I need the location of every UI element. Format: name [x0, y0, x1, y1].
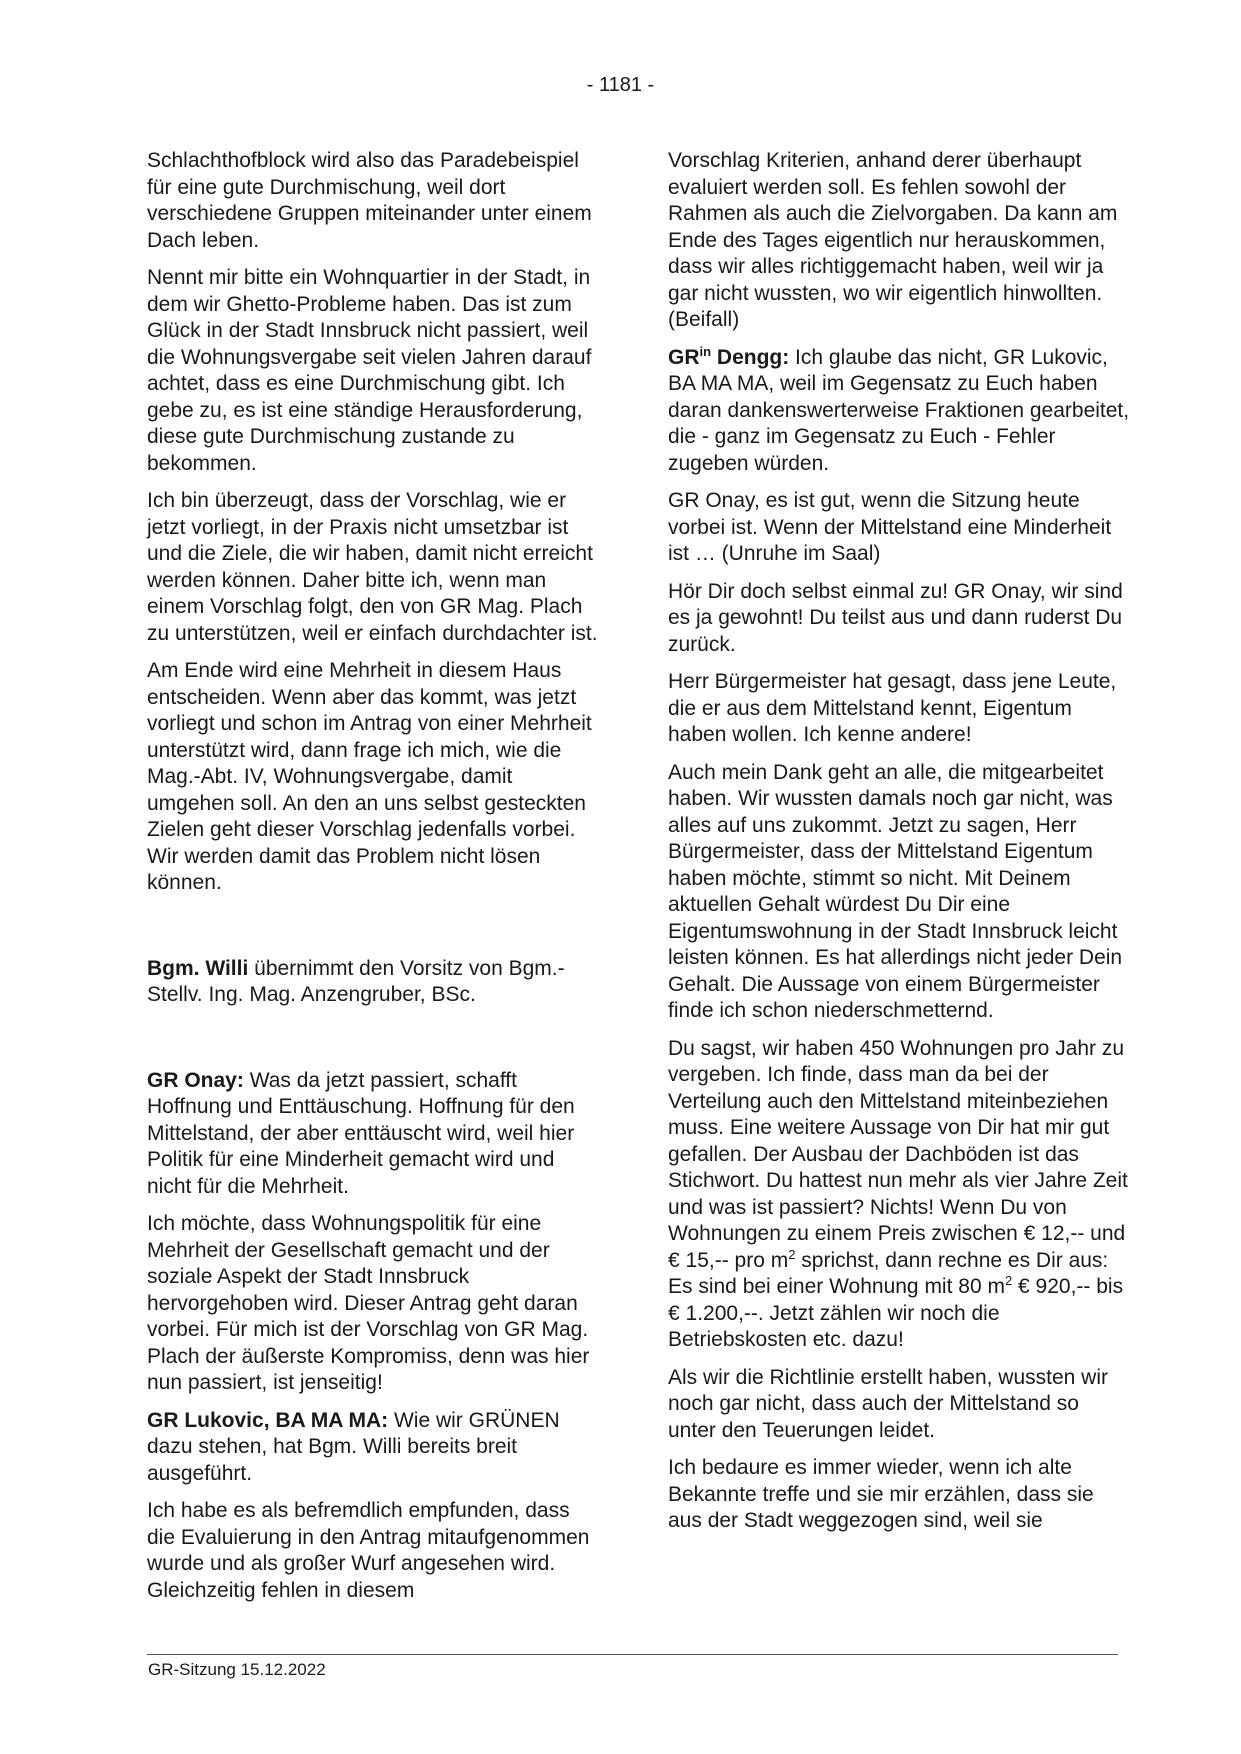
page-number: - 1181 -: [586, 74, 655, 96]
paragraph: Ich möchte, dass Wohnungspolitik für eine Mehrheit der Gesellschaft gemacht und der soziale Aspekt der Stadt Innsbruck hervorgehoben wird. Dieser Antrag geht daran vorbei. Für mich ist der Vorschlag von GR Mag. Plach der äußerste Kompromiss, denn was hier nun passiert, ist jenseitig!: [147, 1212, 590, 1394]
speaker-name: $GR^{in}$ Dengg:: [668, 343, 790, 369]
paragraph: Ich bin überzeugt, dass der Vorschlag, wie er jetzt vorliegt, in der Praxis nicht umsetzbar ist und die Ziele, die wir haben, damit nicht erreicht werden können. Daher bitte ich, wenn man einem Vorschlag folgt, den von GR Mag. Plach zu unterstützen, weil er einfach durchdachter ist.: [147, 489, 598, 645]
speech-paragraph: [147, 1068, 602, 1201]
paragraph: Nennt mir bitte ein Wohnquartier in der Stadt, in dem wir Ghetto-Probleme haben. Das ist zum Glück in der Stadt Innsbruck nicht passiert, weil die Wohnungsvergabe seit vielen Jahren darauf achtet, dass es eine Durchmischung gibt. Ich gebe zu, es ist eine ständige Herausforderung, diese gute Durchmischung zustande zu bekommen.: [147, 266, 592, 475]
speech-paragraph: [668, 345, 1130, 478]
paragraph: Schlachthofblock wird also das Paradebeispiel für eine gute Durchmischung, weil dort verschiedene Gruppen miteinander unter einem Dach leben.: [147, 149, 592, 252]
paragraph-text: Wie wir GRÜNEN dazu stehen, hat Bgm. Willi bereits breit ausgeführt.: [147, 1408, 560, 1485]
right-column: [668, 148, 1130, 1546]
speech-paragraph: [147, 1408, 602, 1488]
speaker-name: Bgm. Willi: [147, 956, 249, 980]
paragraph: Ich habe es als befremdlich empfunden, dass die Evaluierung in den Antrag mitaufgenommen wurde und als großer Wurf angesehen wird. Gleichzeitig fehlen in diesem: [147, 1499, 590, 1602]
chair-change-note: [147, 956, 602, 1009]
footer-session-date: GR-Sitzung 15.12.2022: [148, 1660, 326, 1679]
footer-divider: [147, 1654, 1118, 1655]
paragraph-text: Ich glaube das nicht, GR Lukovic, BA MA MA, weil im Gegensatz zu Euch haben daran dankenswerterweise Fraktionen gearbeitet, die - ganz im Gegensatz zu Euch - Fehler zugeben würden.: [668, 345, 1130, 475]
paragraph: Ich bedaure es immer wieder, wenn ich alte Bekannte treffe und sie mir erzählen, dass sie aus der Stadt weggezogen sind, weil sie: [668, 1456, 1094, 1532]
paragraph: GR Onay, es ist gut, wenn die Sitzung heute vorbei ist. Wenn der Mittelstand eine Minderheit ist … (Unruhe im Saal): [668, 489, 1112, 565]
paragraph: Herr Bürgermeister hat gesagt, dass jene Leute, die er aus dem Mittelstand kennt, Eigentum haben wollen. Ich kenne andere!: [668, 670, 1117, 746]
speaker-name: GR Onay:: [147, 1068, 244, 1092]
paragraph: Als wir die Richtlinie erstellt haben, wussten wir noch gar nicht, dass auch der Mittelstand so unter den Teuerungen leidet.: [668, 1365, 1109, 1442]
speaker-name: GR Lukovic, BA MA MA:: [147, 1408, 389, 1432]
paragraph: Vorschlag Kriterien, anhand derer überhaupt evaluiert werden soll. Es fehlen sowohl der Rahmen als auch die Zielvorgaben. Da kann am Ende des Tages eigentlich nur herauskommen, dass wir alles richtiggemacht haben, weil wir ja gar nicht wussten, wo wir eigentlich hinwollten. (Beifall): [668, 149, 1118, 331]
paragraph: Du sagst, wir haben 450 Wohnungen pro Jahr zu vergeben. Ich finde, dass man da bei der Verteilung auch den Mittelstand miteinbeziehen muss. Eine weitere Aussage von Dir hat mir gut gefallen. Der Ausbau der Dachböden ist das Stichwort. Du hattest nun mehr als vier Jahre Zeit und was ist passiert? Nichts! Wenn Du von Wohnungen zu einem Preis zwischen € 12,-- und € 15,-- pro $m^2$ sprichst, dann rechne es Dir aus: Es sind bei einer Wohnung mit 80 $m^2$ € 920,-- bis € 1.200,--. Jetzt zählen wir noch die Betriebskosten etc. dazu!: [668, 1036, 1128, 1351]
paragraph: Hör Dir doch selbst einmal zu! GR Onay, wir sind es ja gewohnt! Du teilst aus und dann ruderst Du zurück.: [668, 579, 1123, 656]
left-column: [147, 148, 602, 1615]
paragraph: Auch mein Dank geht an alle, die mitgearbeitet haben. Wir wussten damals noch gar nicht, was alles auf uns zukommt. Jetzt zu sagen, Herr Bürgermeister, dass der Mittelstand Eigentum haben möchte, stimmt so nicht. Mit Deinem aktuellen Gehalt würdest Du Dir eine Eigentumswohnung in der Stadt Innsbruck leicht leisten können. Es hat allerdings nicht jeder Dein Gehalt. Die Aussage von einem Bürgermeister finde ich schon niederschmetternd.: [668, 760, 1123, 1022]
paragraph-text: übernimmt den Vorsitz von Bgm.-Stellv. Ing. Mag. Anzengruber, BSc.: [147, 956, 565, 1006]
paragraph-text: Was da jetzt passiert, schafft Hoffnung und Enttäuschung. Hoffnung für den Mittelstand, der aber enttäuscht wird, weil hier Politik für eine Minderheit gemacht wird und nicht für die Mehrheit.: [147, 1068, 575, 1198]
paragraph: Am Ende wird eine Mehrheit in diesem Haus entscheiden. Wenn aber das kommt, was jetzt vorliegt und schon im Antrag von einer Mehrheit unterstützt wird, dann frage ich mich, wie die Mag.-Abt. IV, Wohnungsvergabe, damit umgehen soll. An den an uns selbst gesteckten Zielen geht dieser Vorschlag jedenfalls vorbei. Wir werden damit das Problem nicht lösen können.: [147, 659, 592, 894]
